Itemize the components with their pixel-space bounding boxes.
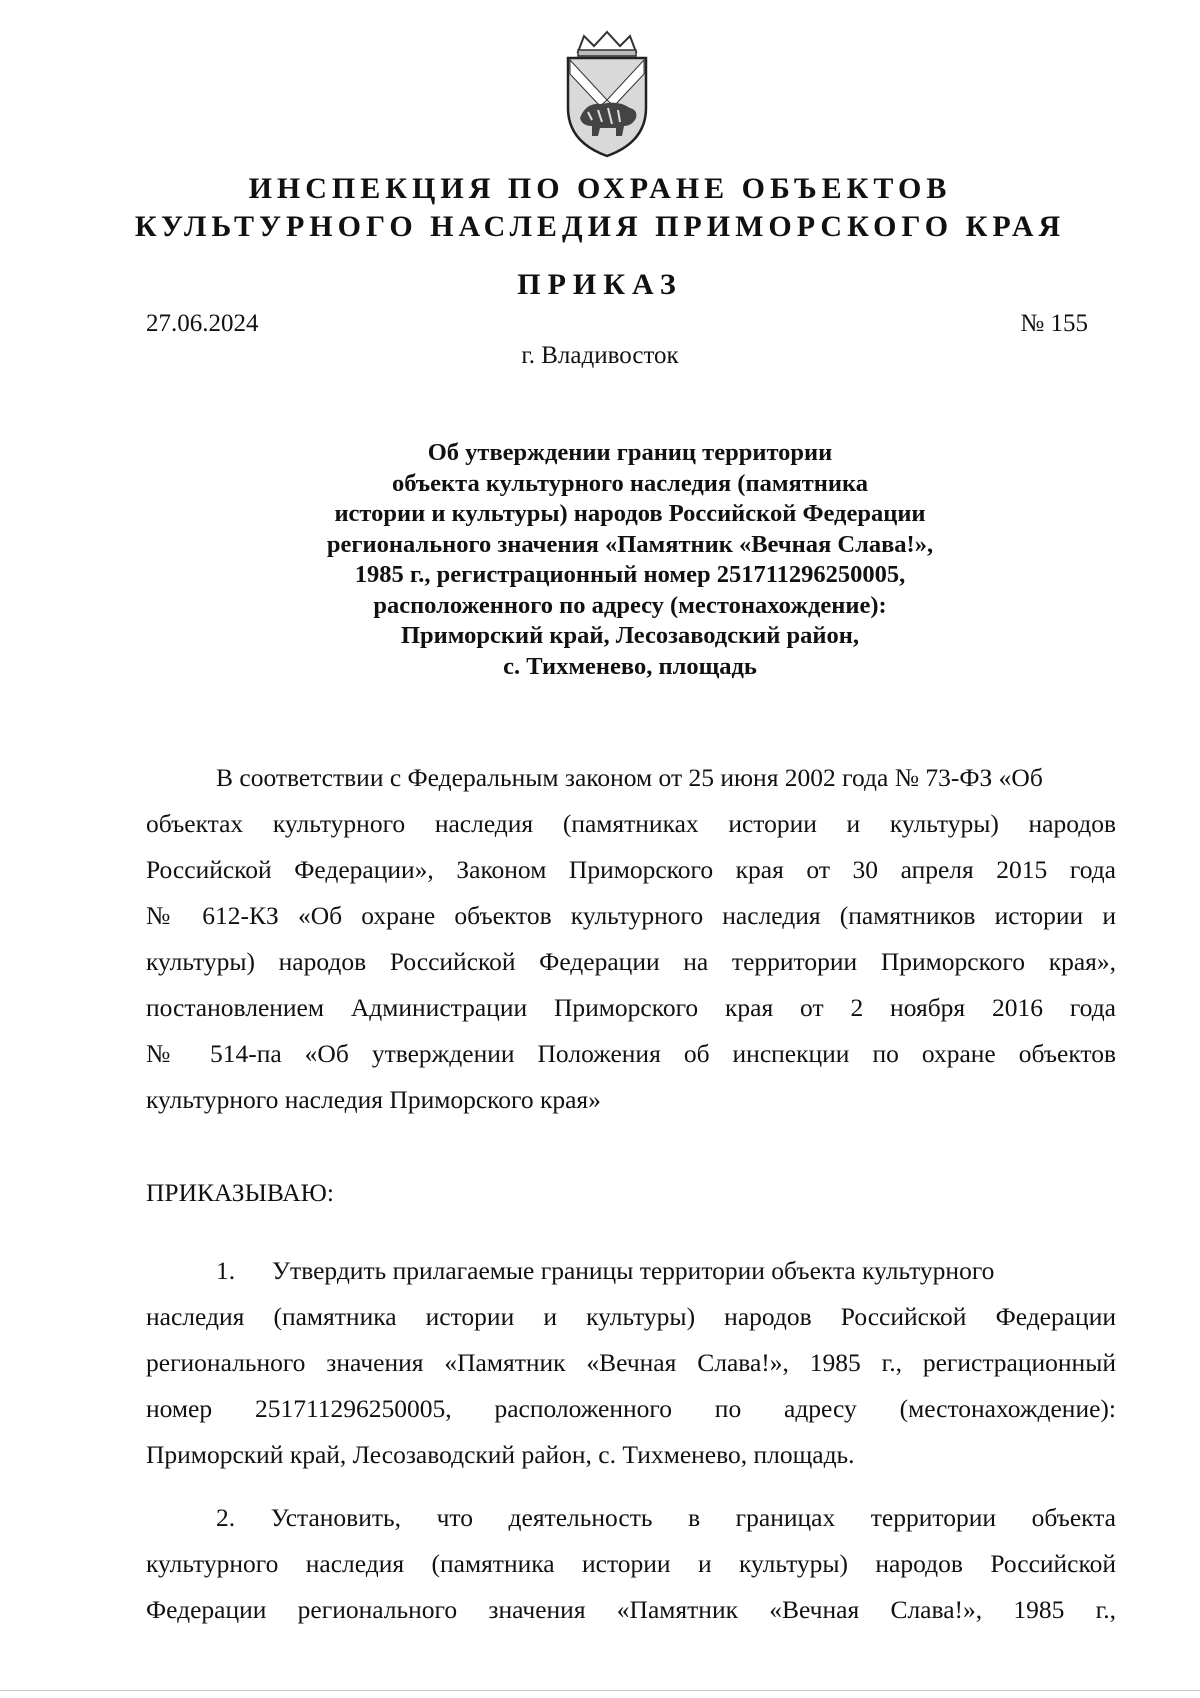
item-1-line: наследия (памятника истории и культуры) народов Российской Федерации — [146, 1302, 1116, 1331]
preamble-line: № 612-КЗ «Об охране объектов культурного наследия (памятников истории и — [146, 901, 1116, 930]
item-2-line: культурного наследия (памятника истории и культуры) народов Российской — [146, 1549, 1116, 1578]
organization-name-line2: КУЛЬТУРНОГО НАСЛЕДИЯ ПРИМОРСКОГО КРАЯ — [134, 210, 1066, 243]
item-2-line: Федерации регионального значения «Памятник «Вечная Слава!», 1985 г., — [146, 1595, 1116, 1624]
item-1-number: 1. — [216, 1256, 236, 1285]
item-2-paragraph — [146, 1495, 1116, 1633]
document-number: № 155 — [1020, 310, 1088, 337]
item-1-line: регионального значения «Памятник «Вечная Слава!», 1985 г., регистрационный — [146, 1348, 1116, 1377]
organization-name-line1: ИНСПЕКЦИЯ ПО ОХРАНЕ ОБЪЕКТОВ — [248, 172, 952, 205]
item-1-line: Утвердить прилагаемые границы территории объекта культурного — [272, 1256, 995, 1285]
page-bottom-edge — [0, 1690, 1200, 1691]
item-2-line: 2. Установить, что деятельность в границах территории объекта — [216, 1503, 1116, 1532]
item-1-line: Приморский край, Лесозаводский район, с. Тихменево, площадь. — [146, 1440, 855, 1469]
primorye-coat-of-arms-icon — [558, 30, 656, 162]
preamble-line: культуры) народов Российской Федерации на территории Приморского края», — [146, 947, 1116, 976]
subject-line: 1985 г., регистрационный номер 251711296250005, — [354, 561, 906, 588]
preamble-line: постановлением Администрации Приморского края от 2 ноября 2016 года — [146, 993, 1116, 1022]
preamble-paragraph — [146, 755, 1116, 1123]
document-type: ПРИКАЗ — [517, 268, 683, 301]
item-1-first-line — [146, 1248, 1116, 1294]
order-directive: ПРИКАЗЫВАЮ: — [146, 1178, 334, 1207]
preamble-line: объектах культурного наследия (памятниках истории и культуры) народов — [146, 809, 1116, 838]
subject-line: объекта культурного наследия (памятника — [391, 469, 869, 497]
preamble-line: Российской Федерации», Законом Приморского края от 30 апреля 2015 года — [146, 855, 1116, 884]
preamble-line: В соответствии с Федеральным законом от 25 июня 2002 года № 73-ФЗ «Об — [216, 763, 1043, 792]
subject-line: Об утверждении границ территории — [427, 439, 833, 466]
document-date: 27.06.2024 — [146, 310, 259, 337]
item-1-paragraph — [146, 1248, 1116, 1478]
preamble-line: № 514-па «Об утверждении Положения об инспекции по охране объектов — [146, 1039, 1116, 1068]
subject-line: регионального значения «Памятник «Вечная Слава!», — [326, 530, 934, 558]
subject-line: с. Тихменево, площадь — [503, 652, 757, 680]
document-city: г. Владивосток — [521, 342, 679, 369]
document-subject — [200, 438, 1060, 682]
subject-line: расположенного по адресу (местонахождение): — [373, 591, 887, 619]
subject-line: Приморский край, Лесозаводский район, — [400, 622, 860, 649]
subject-line: истории и культуры) народов Российской Федерации — [334, 500, 926, 527]
item-1-line: номер 251711296250005, расположенного по адресу (местонахождение): — [146, 1394, 1116, 1423]
preamble-line: культурного наследия Приморского края» — [146, 1085, 601, 1114]
